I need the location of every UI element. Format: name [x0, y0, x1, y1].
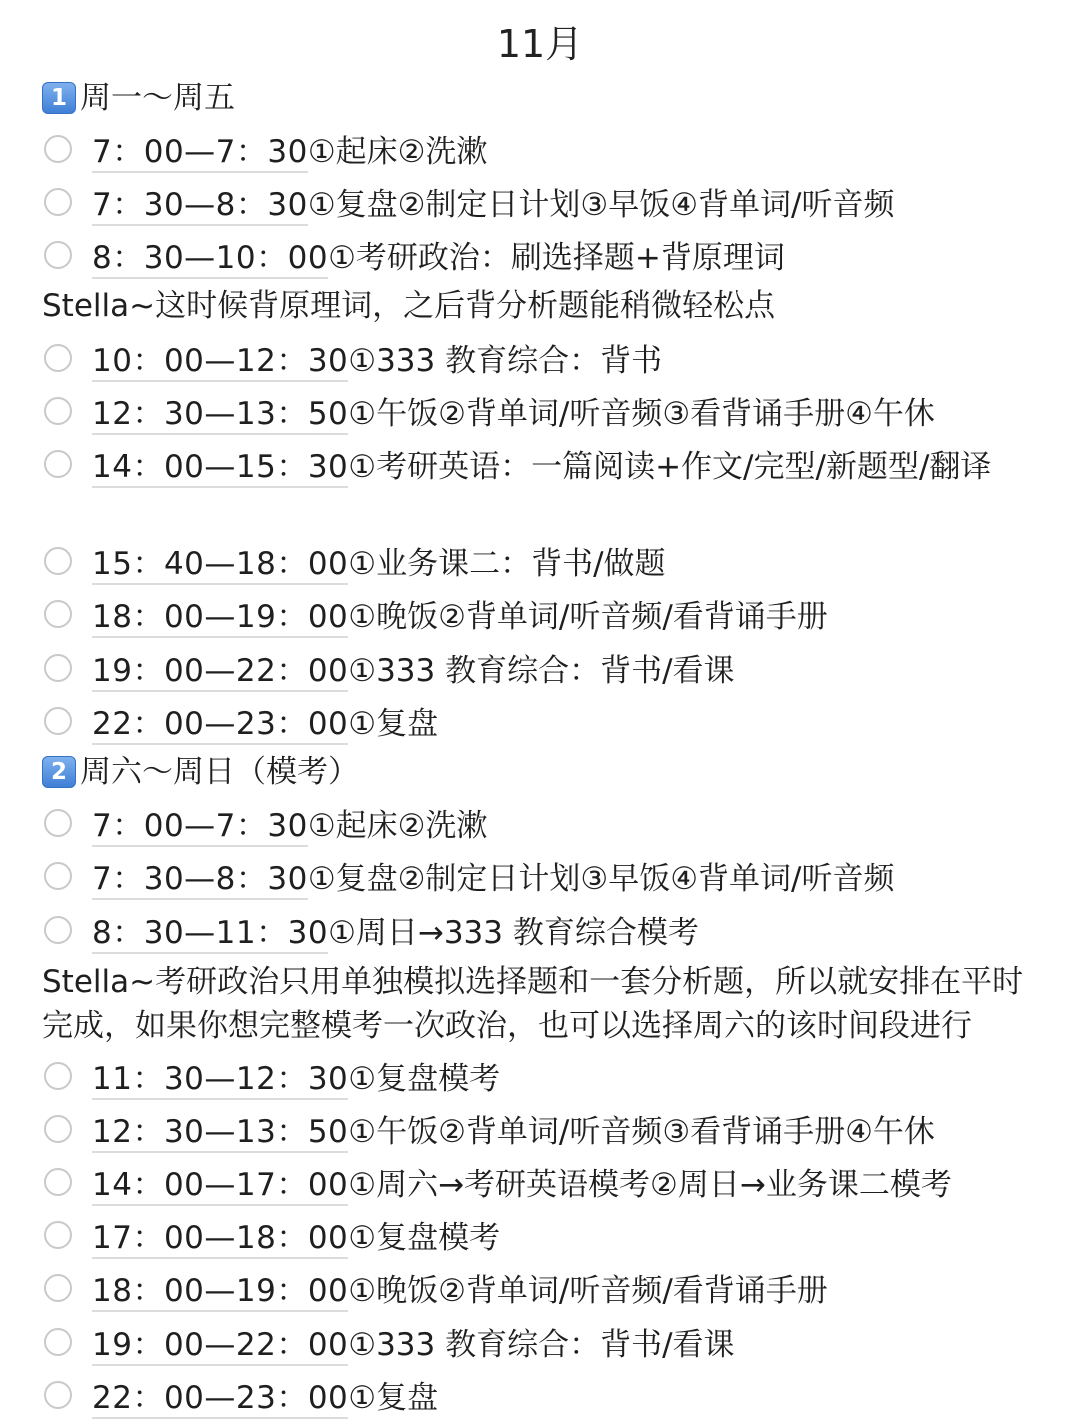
checkbox[interactable]: [44, 135, 72, 163]
checklist-item: [42, 339, 1032, 383]
task-text: ①起床②洗漱: [307, 808, 488, 844]
task-text: ①业务课二：背书/做题: [348, 546, 666, 582]
checklist-item: [42, 392, 1032, 436]
time-range: 15：40—18：00: [92, 546, 348, 585]
task-text: ①333 教育综合：背书/看课: [348, 653, 735, 689]
task-text: ①晚饭②背单词/听音频/看背诵手册: [348, 599, 828, 635]
keycap-number-2-icon: 2: [42, 756, 76, 788]
checklist-item: [42, 702, 1032, 746]
time-range: 7：00—7：30: [92, 134, 308, 173]
item-text: [92, 1323, 1032, 1367]
checkbox[interactable]: [44, 1328, 72, 1356]
checkbox[interactable]: [44, 1381, 72, 1409]
section-heading-label: 周一～周五: [80, 80, 235, 116]
item-text: [92, 1376, 1032, 1420]
checklist-item: [42, 542, 1032, 586]
checkbox[interactable]: [44, 916, 72, 944]
note-text: Stella~考研政治只用单独模拟选择题和一套分析题，所以就安排在平时完成，如果你想完整模考一次政治，也可以选择周六的该时间段进行: [42, 964, 1024, 1044]
item-text: [92, 1057, 1032, 1101]
item-text: [92, 595, 1032, 639]
time-range: 12：30—13：50: [92, 396, 348, 435]
time-range: 8：30—10：00: [92, 240, 328, 279]
checklist-item: [42, 236, 1032, 280]
item-text: [92, 236, 1032, 280]
checklist-item: [42, 857, 1032, 901]
task-text: ①午饭②背单词/听音频③看背诵手册④午休: [348, 396, 935, 432]
item-text: [92, 1269, 1032, 1313]
task-text: ①考研政治：刷选择题+背原理词: [328, 240, 785, 276]
item-text: [92, 804, 1032, 848]
item-text: [92, 130, 1032, 174]
checkbox[interactable]: [44, 654, 72, 682]
checkbox[interactable]: [44, 188, 72, 216]
checkbox[interactable]: [44, 1062, 72, 1090]
task-text: ①复盘模考: [348, 1061, 501, 1097]
item-text: [92, 1216, 1032, 1260]
checklist-item: [42, 183, 1032, 227]
checkbox[interactable]: [44, 450, 72, 478]
checkbox[interactable]: [44, 1115, 72, 1143]
task-text: ①333 教育综合：背书/看课: [348, 1327, 735, 1363]
checkbox[interactable]: [44, 1168, 72, 1196]
checklist-item: [42, 1323, 1032, 1367]
section-heading-weekday: [42, 76, 1042, 120]
item-text: [92, 1163, 1032, 1207]
item-text: [92, 183, 1032, 227]
item-text: [92, 542, 1032, 586]
checklist-item: [42, 649, 1032, 693]
checkbox[interactable]: [44, 862, 72, 890]
time-range: 7：30—8：30: [92, 187, 308, 226]
task-text: ①起床②洗漱: [307, 134, 488, 170]
checkbox[interactable]: [44, 344, 72, 372]
task-text: ①复盘: [348, 1380, 439, 1416]
checklist-item: [42, 1057, 1032, 1101]
task-text: ①复盘模考: [348, 1220, 501, 1256]
checkbox[interactable]: [44, 547, 72, 575]
time-range: 14：00—15：30: [92, 449, 348, 488]
checklist-item: [42, 911, 1032, 955]
time-range: 10：00—12：30: [92, 343, 348, 382]
checklist-item: [42, 130, 1032, 174]
time-range: 7：00—7：30: [92, 808, 308, 847]
task-text: ①333 教育综合：背书: [348, 343, 663, 379]
time-range: 19：00—22：00: [92, 653, 348, 692]
item-text: [92, 392, 1032, 436]
time-range: 19：00—22：00: [92, 1327, 348, 1366]
checklist-item: [42, 1376, 1032, 1420]
checklist-item: [42, 1216, 1032, 1260]
checkbox[interactable]: [44, 1274, 72, 1302]
item-text: [92, 339, 1032, 383]
checklist-item: [42, 1269, 1032, 1313]
keycap-number-1-icon: 1: [42, 82, 76, 114]
checklist-item: [42, 445, 1032, 489]
task-text: ①复盘②制定日计划③早饭④背单词/听音频: [307, 861, 895, 897]
task-text: ①晚饭②背单词/听音频/看背诵手册: [348, 1273, 828, 1309]
time-range: 17：00—18：00: [92, 1220, 348, 1259]
task-text: ①午饭②背单词/听音频③看背诵手册④午休: [348, 1114, 935, 1150]
item-text: [92, 857, 1032, 901]
task-text: ①复盘②制定日计划③早饭④背单词/听音频: [307, 187, 895, 223]
time-range: 7：30—8：30: [92, 861, 308, 900]
checklist-item: [42, 1110, 1032, 1154]
note-text: Stella~这时候背原理词，之后背分析题能稍微轻松点: [42, 288, 776, 324]
time-range: 8：30—11：30: [92, 915, 328, 954]
checkbox[interactable]: [44, 707, 72, 735]
section-heading-label: 周六～周日（模考）: [80, 754, 359, 790]
time-range: 22：00—23：00: [92, 706, 348, 745]
checkbox[interactable]: [44, 241, 72, 269]
checkbox[interactable]: [44, 1221, 72, 1249]
section-heading-weekend: [42, 750, 1042, 794]
checkbox[interactable]: [44, 809, 72, 837]
item-text: [92, 911, 1032, 955]
item-text: [92, 702, 1032, 746]
checklist-item: [42, 595, 1032, 639]
time-range: 11：30—12：30: [92, 1061, 348, 1100]
time-range: 12：30—13：50: [92, 1114, 348, 1153]
time-range: 22：00—23：00: [92, 1380, 348, 1419]
time-range: 18：00—19：00: [92, 599, 348, 638]
task-text: ①周六→考研英语模考②周日→业务课二模考: [348, 1167, 952, 1203]
task-text: ①周日→333 教育综合模考: [328, 915, 699, 951]
checklist-item: [42, 1163, 1032, 1207]
checkbox[interactable]: [44, 600, 72, 628]
task-text: ①复盘: [348, 706, 439, 742]
item-text: [92, 649, 1032, 693]
item-text: [92, 1110, 1032, 1154]
time-range: 14：00—17：00: [92, 1167, 348, 1206]
task-text: ①考研英语：一篇阅读+作文/完型/新题型/翻译: [348, 449, 992, 485]
checklist-item: [42, 804, 1032, 848]
item-text: [92, 445, 1032, 489]
checkbox[interactable]: [44, 397, 72, 425]
time-range: 18：00—19：00: [92, 1273, 348, 1312]
page-title: 11月: [496, 22, 584, 66]
